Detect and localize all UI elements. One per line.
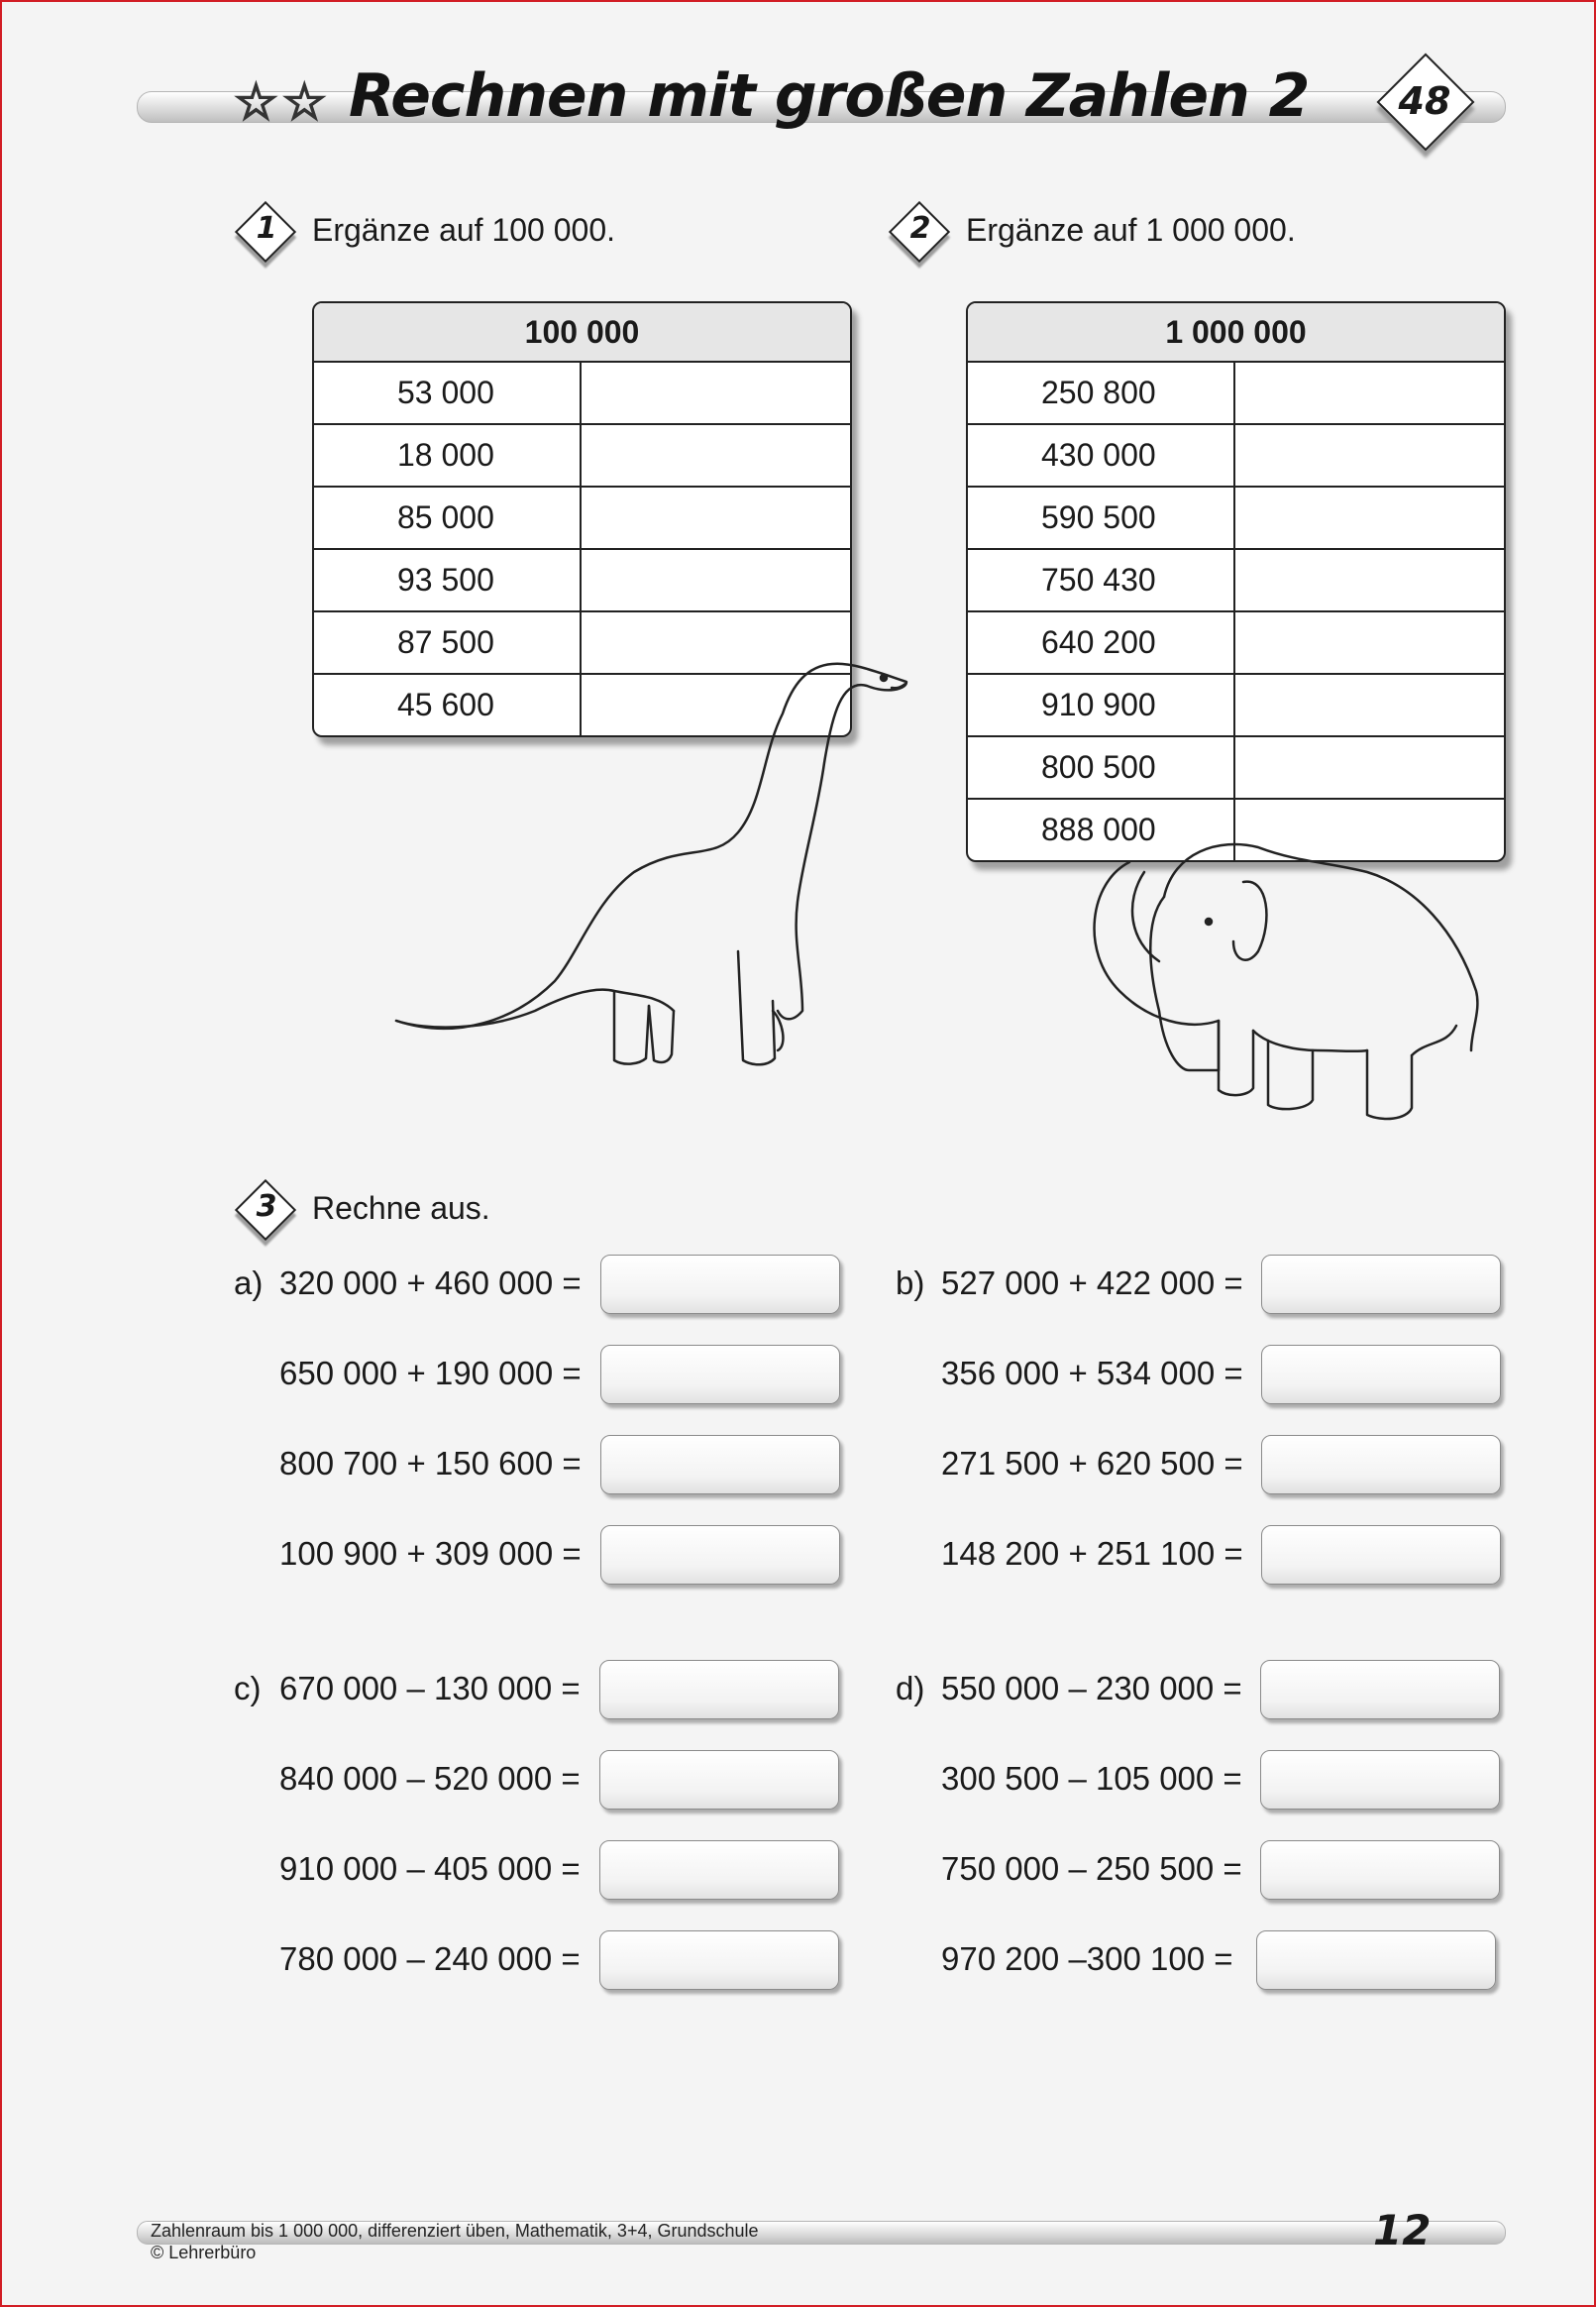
equation: 800 700 + 150 600 = bbox=[279, 1445, 582, 1482]
table-row bbox=[968, 486, 1504, 548]
answer-box[interactable] bbox=[1261, 1435, 1501, 1494]
task-1-number: 1 bbox=[256, 211, 277, 246]
equation: 300 500 – 105 000 = bbox=[941, 1760, 1242, 1797]
equation: 840 000 – 520 000 = bbox=[279, 1760, 581, 1797]
table-row bbox=[968, 610, 1504, 673]
table-cell-value: 250 800 bbox=[968, 363, 1235, 423]
table-cell-value: 87 500 bbox=[314, 612, 582, 673]
equation: 320 000 + 460 000 = bbox=[279, 1264, 582, 1301]
answer-box[interactable] bbox=[1260, 1660, 1500, 1719]
answer-cell[interactable] bbox=[1235, 675, 1504, 735]
equation: 527 000 + 422 000 = bbox=[941, 1264, 1243, 1301]
table-cell-value: 53 000 bbox=[314, 363, 582, 423]
answer-box[interactable] bbox=[599, 1930, 839, 1990]
footer-source: Zahlenraum bis 1 000 000, differenziert üben, Mathematik, 3+4, Grundschule bbox=[151, 2221, 759, 2241]
answer-box[interactable] bbox=[600, 1525, 840, 1585]
equation: 780 000 – 240 000 = bbox=[279, 1940, 581, 1977]
answer-cell[interactable] bbox=[582, 550, 850, 610]
dinosaur-illustration bbox=[367, 654, 921, 1080]
answer-box[interactable] bbox=[1260, 1750, 1500, 1810]
table-row bbox=[314, 548, 850, 610]
equation: 910 000 – 405 000 = bbox=[279, 1850, 581, 1887]
answer-cell[interactable] bbox=[582, 488, 850, 548]
table-row bbox=[968, 423, 1504, 486]
table-row bbox=[968, 363, 1504, 423]
table-cell-value: 750 430 bbox=[968, 550, 1235, 610]
task-2-instruction: Ergänze auf 1 000 000. bbox=[966, 212, 1296, 248]
answer-box[interactable] bbox=[599, 1750, 839, 1810]
page-title: Rechnen mit großen Zahlen 2 bbox=[349, 61, 1310, 131]
table-cell-value: 430 000 bbox=[968, 425, 1235, 486]
group-label-b: b) bbox=[896, 1264, 925, 1301]
footer-copyright: © Lehrerbüro bbox=[151, 2243, 257, 2262]
answer-box[interactable] bbox=[1256, 1930, 1496, 1990]
table-cell-value: 590 500 bbox=[968, 488, 1235, 548]
table-row bbox=[314, 423, 850, 486]
task-1-instruction: Ergänze auf 100 000. bbox=[312, 212, 616, 248]
answer-box[interactable] bbox=[1260, 1840, 1500, 1900]
answer-box[interactable] bbox=[1261, 1525, 1501, 1585]
equation: 356 000 + 534 000 = bbox=[941, 1355, 1243, 1391]
answer-box[interactable] bbox=[600, 1435, 840, 1494]
task-2-table bbox=[966, 301, 1506, 862]
answer-box[interactable] bbox=[600, 1345, 840, 1404]
table-cell-value: 800 500 bbox=[968, 737, 1235, 798]
answer-cell[interactable] bbox=[582, 363, 850, 423]
task-3-instruction: Rechne aus. bbox=[312, 1190, 490, 1226]
table-row bbox=[968, 735, 1504, 798]
equation: 970 200 –300 100 = bbox=[941, 1940, 1233, 1977]
table-row bbox=[968, 673, 1504, 735]
answer-box[interactable] bbox=[599, 1660, 839, 1719]
answer-box[interactable] bbox=[599, 1840, 839, 1900]
difficulty-stars-icon: ☆☆ bbox=[234, 73, 331, 131]
table-cell-value: 93 500 bbox=[314, 550, 582, 610]
table-cell-value: 888 000 bbox=[968, 800, 1235, 860]
answer-cell[interactable] bbox=[1235, 612, 1504, 673]
table-cell-value: 45 600 bbox=[314, 675, 582, 735]
answer-cell[interactable] bbox=[1235, 550, 1504, 610]
answer-cell[interactable] bbox=[582, 425, 850, 486]
task-2-table-header: 1 000 000 bbox=[968, 303, 1504, 363]
answer-cell[interactable] bbox=[1235, 488, 1504, 548]
equation: 670 000 – 130 000 = bbox=[279, 1670, 581, 1706]
equation: 148 200 + 251 100 = bbox=[941, 1535, 1243, 1572]
equation: 750 000 – 250 500 = bbox=[941, 1850, 1242, 1887]
table-cell-value: 640 200 bbox=[968, 612, 1235, 673]
task-2-rows bbox=[968, 363, 1504, 860]
task-2-number: 2 bbox=[909, 211, 931, 246]
footer-page-number: 12 bbox=[1373, 2206, 1432, 2254]
equation: 271 500 + 620 500 = bbox=[941, 1445, 1243, 1482]
equation: 550 000 – 230 000 = bbox=[941, 1670, 1242, 1706]
task-3-number: 3 bbox=[256, 1189, 277, 1224]
task-1-table-header: 100 000 bbox=[314, 303, 850, 363]
table-cell-value: 85 000 bbox=[314, 488, 582, 548]
answer-box[interactable] bbox=[1261, 1255, 1501, 1314]
table-cell-value: 18 000 bbox=[314, 425, 582, 486]
answer-cell[interactable] bbox=[1235, 737, 1504, 798]
table-row bbox=[314, 363, 850, 423]
answer-box[interactable] bbox=[1261, 1345, 1501, 1404]
group-label-a: a) bbox=[234, 1264, 264, 1301]
page-number: 48 bbox=[1398, 79, 1451, 123]
mammoth-illustration bbox=[1070, 823, 1496, 1140]
table-cell-value: 910 900 bbox=[968, 675, 1235, 735]
equation: 650 000 + 190 000 = bbox=[279, 1355, 582, 1391]
group-label-c: c) bbox=[234, 1670, 262, 1706]
answer-cell[interactable] bbox=[1235, 363, 1504, 423]
answer-box[interactable] bbox=[600, 1255, 840, 1314]
equation: 100 900 + 309 000 = bbox=[279, 1535, 582, 1572]
table-row bbox=[968, 548, 1504, 610]
table-row bbox=[314, 486, 850, 548]
group-label-d: d) bbox=[896, 1670, 925, 1706]
answer-cell[interactable] bbox=[1235, 425, 1504, 486]
